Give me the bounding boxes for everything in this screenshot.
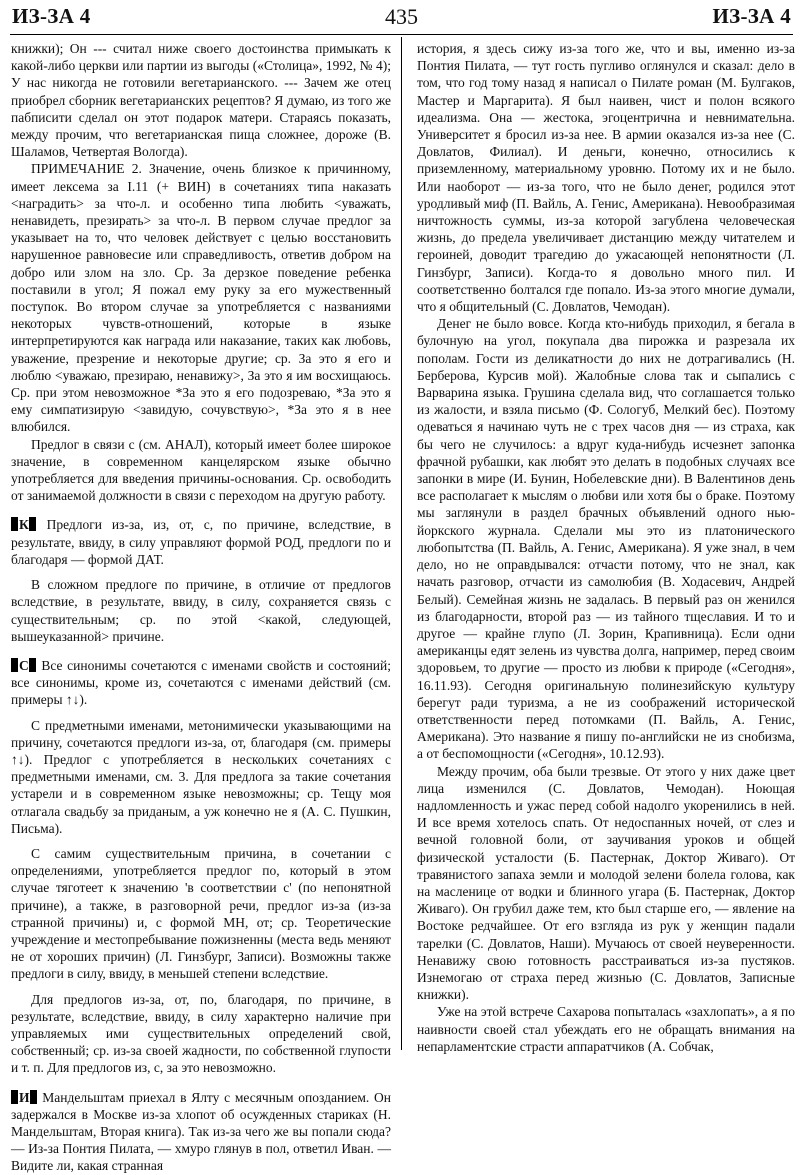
- section-s-paragraph: [11, 657, 391, 709]
- paragraph: Уже на этой встрече Сахарова попыталась «захлопать», а я по наивности своей стал убеждать его не обращать внимания на непарламентские страсти аппаратчиков (А. Собчак,: [417, 1004, 795, 1054]
- paragraph: история, я здесь сижу из-за того же, что и вы, именно из-за Понтия Пилата, — тут гость пугливо оглянулся и сказал: дело в том, что год тому назад я написал о Пилате роман (М. Булгаков, Мастер и Маргарита). Я был наивен, чист и полон всякого идеализма. Она — жестока, эгоцентрична и невнимательна. Университет я бросил из-за нее. В армии оказался из-за нее (С. Довлатов, Филиал). И деньги, конечно, относились к приземленному, материальному уровню. Потому их и не было. Или наоборот — из-за того, что не было денег, родился этот уродливый миф (П. Вайль, А. Генис, Американа). Невообразимая ничтожность суммы, из-за которой загублена человеческая жизнь, до предела увеличивает дистанцию между читателем и героиней, доводит трагедию до ужасающей непонятности (Л. Гинзбург, Записи). Когда-то я довольно много пил. И соответственно болтался где попало. Из-за этого многие думали, что я общительный (С. Довлатов, Чемодан).: [417, 41, 795, 315]
- paragraph: Между прочим, оба были трезвые. От этого у них даже цвет лица изменился (С. Довлатов, Чемодан). Ноющая надломленность и ужас перед собой надолго укоренились в ней. И все время хотелось спать. От недоспанных ночей, от слез и вечной головной боли, от заучивания уроков и общей физической усталости (Б. Пастернак, Доктор Живаго). От травянистого запаха земли и молодой зелени болела голова, как на масленице от водки и блинного угара (Б. Пастернак, Доктор Живаго). Он грубил даже тем, кто был старше его, — явление на Востоке редчайшее. От его взгляда из рук у женщин падали тарелки (С. Довлатов, Наши). Мучаюсь от своей неуверенности. Ненавижу свою готовность расстраиваться из-за пустяков. Изнемогаю от страха перед жизнью (С. Довлатов, Записные книжки).: [417, 763, 795, 1003]
- section-k-paragraph: [11, 516, 391, 568]
- paragraph: В сложном предлоге по причине, в отличие от предлогов вследствие, в результате, ввиду, в силу, сохраняется связь с существительным; ср. по этой <какой, следующей, вышеуказанной> причине.: [11, 577, 391, 644]
- header-rule: [10, 34, 793, 35]
- section-marker-icon: [11, 517, 18, 531]
- paragraph: С предметными именами, метонимически указывающими на причину, сочетаются предлоги из-за, от, благодаря (см. примеры ↑↓). Предлог с употребляется в нескольких сочетаниях с предметными именами, см. 3. Для предлога за такие сочетания устарели и в современном языке невозможны; ср. Тещу моя отлагала свадьбу за приданым, а уж конечно не я (А. С. Пушкин, Письма).: [11, 717, 391, 836]
- column-divider: [401, 37, 402, 1050]
- section-letter: С: [19, 657, 29, 673]
- section-letter: И: [19, 1089, 30, 1105]
- page-header: [12, 2, 791, 32]
- section-marker-icon: [11, 1090, 18, 1104]
- section-marker-icon: [29, 658, 36, 672]
- page-number: 435: [385, 4, 418, 29]
- section-k-text: Предлоги из-за, из, от, с, по причине, вследствие, в результате, ввиду, в силу управляют формой РОД, предлоги по и благодаря — формой ДАТ.: [11, 517, 391, 567]
- paragraph: Для предлогов из-за, от, по, благодаря, по причине, в результате, вследствие, ввиду, в силу характерно наличие при управляемых ими существительных определений свой, собственный; ср. из-за своей жадности, по собственной глупости и т. п. Для предлогов из, с, за это невозможно.: [11, 991, 391, 1076]
- section-i-paragraph: [11, 1089, 391, 1175]
- right-column: [417, 40, 795, 1052]
- section-i-text: Мандельштам приехал в Ялту с месячным опозданием. Он задержался в Москве из-за хлопот об осужденных стариках (Н. Мандельштам, Вторая книга). Так из-за чего же вы попали сюда? — Из-за Понтия Пилата, — хмуро глянув в пол, ответил Иван. — Видите ли, какая странная: [11, 1089, 391, 1174]
- paragraph: Денег не было вовсе. Когда кто-нибудь приходил, я бегала в булочную на угол, покупала два пирожка и разрезала их пополам. Гости из деликатности до них не дотрагивались (Н. Берберова, Курсив мой). Жалобные слова так и сыпались с Варварина языка. Грушина сделала вид, что соглашается только из жалости, и взяла письмо (Ф. Сологуб, Мелкий бес). Поэтому одеваться я начинаю чуть не с трех часов дня — из страха, как бы чего не случилось: а вдруг куда-нибудь исчезнет запонка фрачной рубашки, как любят это делать в подобных случаях все запонки в мире (И. Бунин, Нобелевские дни). В Валентинов день все располагает к мыслям о любви или хотя бы о браке. Поэтому мы заглянули в раздел брачных объявлений одного нью-йоркского журнала. Сделали мы это из платонического любопытства (П. Вайль, А. Генис, Американа). Я уже знал, в чем дело, но не оправдывался: отчасти потому, что не знал, как начать разговор, отчасти из самолюбия (В. Ходасевич, Андрей Белый). Семейная жизнь не задалась. В первый раз он женился из благодарности, второй раз — из тайного тщеславия. И то и другое — крайне глупо (Л. Зорин, Крапивница). Если одни американцы едят зелень из чувства долга, например, перед своим здоровьем, то другие — просто из любви к природе («Сегодня», 16.11.93). Сегодня оригинальную полинезийскую культуру берегут ради туризма, а не из соображений исторической ответственности перед потомками (П. Вайль, А. Генис, Американа). Это название я пишу по-английски не из снобизма, а от беспомощности («Сегодня», 10.12.93).: [417, 316, 795, 762]
- note-2-paragraph: ПРИМЕЧАНИЕ 2. Значение, очень близкое к причинному, имеет лексема за I.11 (+ ВИН) в сочетаниях типа наказать <наградить> за что-л. и особенно типа любить <уважать, ненавидеть, презирать> за что-л. В первом случае предлог за указывает на то, что человек действует с целью восстановить нарушенное равновесие или справедливость, ответив добром на добро или злом на зло. Ср. За дерзкое поведение ребенка поставили в угол; Я пожал ему руку за его мужественный поступок. Во втором случае за употребляется с названиями некоторых чувств-отношений, которые в языке интерпретируются как награда или наказание, таких как любовь, уважение, презрение и некоторые другие; ср. За это я его и люблю <уважаю, презираю, ненавижу>, За это я им восхищаюсь. Ср. при этом невозможное *За это я его подозреваю, *За это я ему симпатизирую <завидую, сочувствую>, *За это я в нее влюбился.: [11, 161, 391, 435]
- running-head-right: ИЗ-ЗА 4: [712, 4, 791, 28]
- paragraph: С самим существительным причина, в сочетании с определениями, употребляется предлог по, который в этом случае тяготеет к значению 'в соответствии с' (по непонятной причине), а также, в разговорной речи, предлог из-за (из-за странной причины) и, с формой МН, от; ср. Теоретические учреждение и местопребывание пожизненны (места ведь меняют не от хороших причин) (Л. Гинзбург, Записи). Возможны также предлоги в силу, ввиду, в меньшей степени вследствие.: [11, 845, 391, 982]
- section-s-text: Все синонимы сочетаются с именами свойств и состояний; все синонимы, кроме из, сочетаются с именами действий (см. примеры ↑↓).: [11, 657, 391, 708]
- section-marker-icon: [29, 517, 36, 531]
- section-marker-icon: [11, 658, 18, 672]
- paragraph: книжки); Он --- считал ниже своего достоинства примыкать к какой-либо церкви или партии из выгоды («Столица», 1992, № 4); У нас никогда не готовили вегетарианского. --- Зачем же отец приобрел сборник вегетарианских рецептов? Я думаю, из того же пабписити сделал он этот подарок матери. Стараясь показать, между прочим, что вегетарианская пища сложнее, дороже (В. Шаламов, Четвертая Вологда).: [11, 41, 391, 160]
- section-letter: К: [19, 517, 29, 533]
- running-head-left: ИЗ-ЗА 4: [12, 4, 91, 28]
- paragraph: Предлог в связи с (см. АНАЛ), который имеет более широкое значение, в современном канцелярском языке обычно употребляется для введения причины-основания. Ср. освободить от занимаемой должности в связи с переходом на другую работу.: [11, 436, 391, 504]
- left-column: [11, 40, 391, 1174]
- section-marker-icon: [30, 1090, 37, 1104]
